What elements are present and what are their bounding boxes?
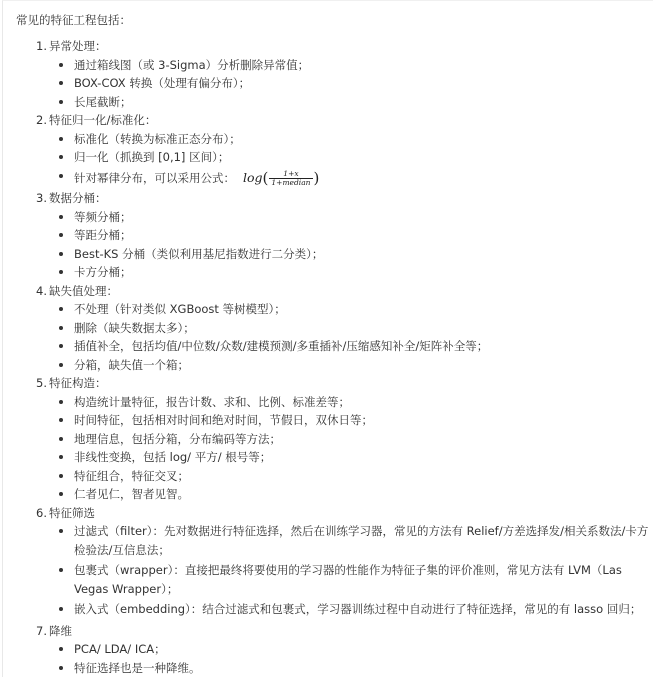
list-item [74,561,649,598]
list-item [74,130,649,149]
section-1 [36,37,649,111]
list-item [74,467,649,486]
list-item [74,337,649,356]
section-5 [36,374,649,504]
item-text: 特征组合，特征交叉； [74,468,189,483]
section-7 [36,622,649,678]
formula-paren-close: ) [313,168,320,187]
item-list [49,393,649,504]
section-number: 1. [36,39,47,53]
item-list [49,208,649,282]
item-text: 包裹式（wrapper）：直接把最终将要使用的学习器的性能作为特征子集的评价准则，常见方法有 LVM（Las Vegas Wrapper）； [74,563,622,596]
formula-paren-open: ( [262,168,269,187]
item-text: 地理信息，包括分箱，分布编码等方法； [74,431,281,446]
list-item [74,167,649,190]
item-text: 时间特征，包括相对时间和绝对时间，节假日，双休日等； [74,413,373,427]
formula-func: log [243,170,263,185]
item-text: 归一化（抓换到 [0,1] 区间）； [74,150,230,164]
section-number: 6. [36,505,47,520]
list-item [74,411,649,430]
item-list [49,522,649,619]
section-title: 特征筛选 [49,505,95,520]
list-item [74,226,649,245]
list-item [74,448,649,467]
section-number: 5. [36,376,47,390]
item-text: PCA/ LDA/ ICA； [74,642,166,656]
item-text: 针对幂律分布，可以采用公式： [74,170,235,185]
item-text: 删除（缺失数据太多）； [74,320,195,335]
item-text: 插值补全，包括均值/中位数/众数/建模预测/多重插补/压缩感知补全/矩阵补全等； [74,339,489,353]
section-title: 特征归一化/标准化： [49,113,157,127]
log-formula [243,167,319,189]
list-item [74,356,649,375]
item-list [49,56,649,112]
intro-text: 常见的特征工程包括： [16,13,131,27]
section-3 [36,189,649,282]
list-item [74,393,649,412]
item-text: BOX-COX 转换（处理有偏分布）； [74,76,251,90]
list-item [74,522,649,559]
section-4 [36,282,649,375]
list-item [74,56,649,75]
formula-numerator: 1+x [283,168,299,178]
section-title: 特征构造： [49,376,107,390]
section-title: 降维 [49,623,72,638]
item-text: 长尾截断； [74,94,132,109]
section-number: 7. [36,623,47,638]
list-item [74,93,649,112]
section-number: 3. [36,191,47,205]
item-text: Best-KS 分桶（类似利用基尼指数进行二分类）； [74,246,324,261]
item-text: 过滤式（filter）：先对数据进行特征选择，然后在训练学习器，常见的方法有 Relief/方差选择发/相关系数法/卡方检验法/互信息法； [74,524,649,557]
list-item [74,430,649,449]
list-item [74,263,649,282]
list-item [74,659,649,678]
list-item [74,319,649,338]
section-6 [36,504,649,619]
formula-fraction [269,170,312,187]
list-item [74,148,649,167]
document [2,0,653,677]
item-text: 通过箱线图（或 3-Sigma）分析删除异常值； [74,57,310,72]
item-text: 分箱，缺失值一个箱； [74,357,189,372]
list-item [74,485,649,504]
item-text: 标准化（转换为标准正态分布）； [74,131,241,146]
item-text: 特征选择也是一种降维。 [74,660,201,675]
section-number: 2. [36,113,47,127]
item-list [49,640,649,677]
section-2 [36,111,649,189]
item-text: 非线性变换，包括 log/ 平方/ 根号等； [74,450,272,464]
list-item [74,640,649,659]
item-text: 等频分桶； [74,209,132,224]
list-item [74,208,649,227]
section-title: 数据分桶： [49,191,107,205]
section-title: 异常处理： [49,39,107,53]
item-text: 仁者见仁，智者见智。 [74,487,189,501]
list-item [74,600,649,619]
list-item [74,245,649,264]
list-item [74,300,649,319]
list-item [74,74,649,93]
item-text: 不处理（针对类似 XGBoost 等树模型）； [74,302,286,316]
section-number: 4. [36,283,47,298]
item-text: 嵌入式（embedding）：结合过滤式和包裹式，学习器训练过程中自动进行了特征选择，常见的有 lasso 回归； [74,602,642,616]
formula-denominator: 1+median [271,177,311,187]
section-title: 缺失值处理： [49,283,118,298]
item-list [49,300,649,374]
item-text: 卡方分桶； [74,265,132,279]
item-list [49,130,649,190]
section-list [3,37,649,677]
item-text: 构造统计量特征，报告计数、求和、比例、标准差等； [74,394,350,409]
item-text: 等距分桶； [74,228,132,242]
